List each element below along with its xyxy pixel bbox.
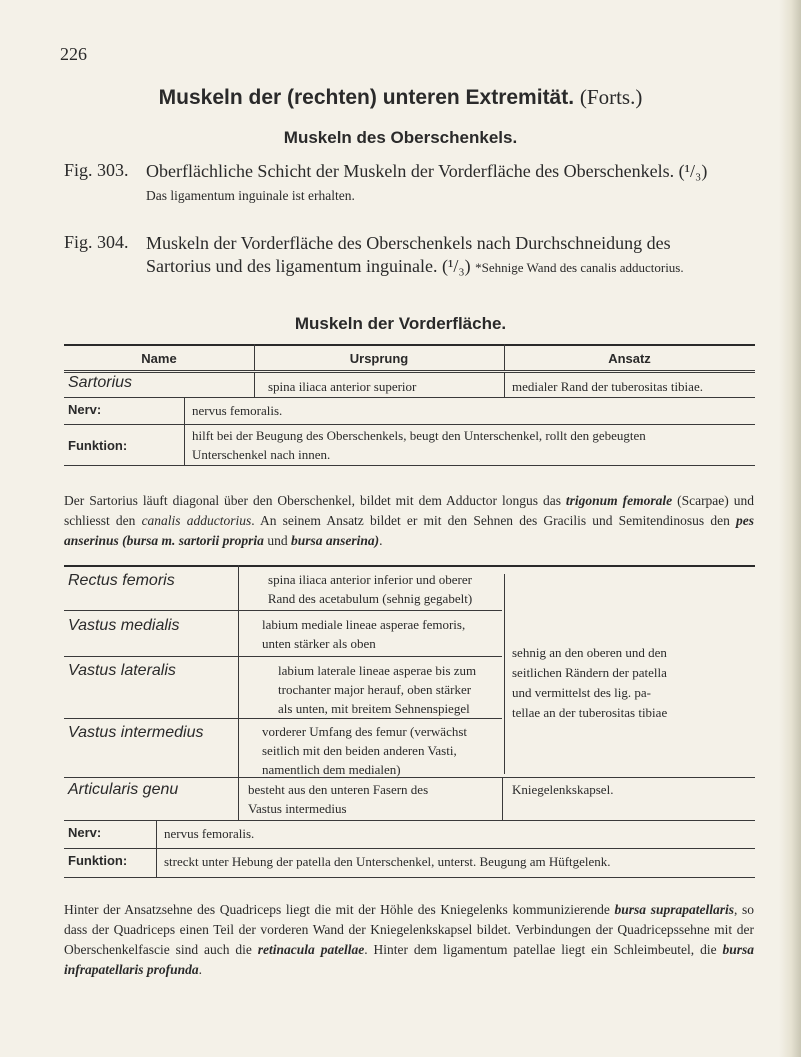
fig-304-note: *Sehnige Wand des canalis adductorius. (475, 260, 684, 275)
insertion-brace (504, 574, 510, 774)
term-pes-anserinus: pes anserinus (bursa m. sartorii propria (64, 513, 754, 548)
table2-divider (238, 777, 239, 820)
term-retinacula-patellae: retinacula patellae (257, 942, 365, 957)
table1-funktion-value (192, 426, 646, 464)
table2-row-rule (64, 718, 502, 719)
subsection-title: Muskeln der Vorderfläche. (294, 314, 507, 333)
table2-row-rule (64, 610, 502, 611)
fig-304-scale: (¹/₃) (441, 256, 471, 276)
fig-304-title-line2: Sartorius und des ligamentum inguinale. (146, 256, 438, 276)
term-bursa-infrapatellaris-profunda: bursa infrapatellaris profunda (64, 942, 754, 977)
table2-divider (502, 777, 503, 820)
sartorius-insertion: medialer Rand der tuberositas tibiae. (512, 379, 703, 394)
table1-header-name: Name (141, 351, 177, 366)
table1-top-rule (64, 344, 755, 346)
table1-nerv-value: nervus femoralis. (192, 403, 283, 418)
main-title (0, 85, 801, 110)
table2-divider (238, 565, 239, 777)
table2-row-rule (64, 820, 755, 821)
vastus-lateralis-origin: labium laterale lineae asperae bis zum trochanter major herauf, oben stärker als unten, mit breitem Sehnenspiegel (278, 663, 477, 716)
term-trigonum-femorale: trigonum femorale (565, 493, 673, 508)
table2-top-rule (64, 565, 755, 567)
fig-303-caption (146, 160, 786, 207)
table1-divider (254, 373, 255, 398)
table2-nerv-label: Nerv: (68, 825, 102, 840)
sartorius-description: Der Sartorius läuft diagonal über den Oberschenkel, bildet mit dem Adductor longus das trigonum femorale (Scarpae) und schliesst den canalis adductorius. An seinem Ansatz bildet er mit den Sehnen des Gracilis und Semitendinosus den pes anserinus (bursa m. sartorii propria und bursa anserina). (64, 493, 754, 548)
fig-303-title: Oberflächliche Schicht der Muskeln der Vorderfläche des Oberschenkels. (146, 161, 675, 181)
table2-row-rule (64, 656, 502, 657)
fig-304-title-line1: Muskeln der Vorderfläche des Oberschenkels nach Durchschneidung des (146, 233, 671, 253)
table2-row-rule (64, 777, 755, 778)
rectus-femoris-origin: spina iliaca anterior inferior und oberer Rand des acetabulum (sehnig gegabelt) (267, 572, 473, 606)
muscle-name-vastus-lateralis: Vastus lateralis (68, 662, 176, 679)
muscle-name-articularis-genu: Articularis genu (68, 781, 179, 798)
muscle-name-sartorius: Sartorius (68, 374, 133, 391)
fig-304-label: Fig. 304. (64, 232, 129, 252)
muscle-name-vastus-medialis: Vastus medialis (68, 617, 180, 634)
table2-nerv-value: nervus femoralis. (164, 826, 255, 841)
table2-funktion-label: Funktion: (68, 853, 128, 868)
vastus-intermedius-origin: vorderer Umfang des femur (verwächst seitlich mit den beiden anderen Vasti, namentlich dem medialen) (262, 724, 468, 777)
quadriceps-description: Hinter der Ansatzsehne des Quadriceps liegt die mit der Höhle des Kniegelenks kommunizierende bursa suprapatellaris, so dass der Quadriceps einen Teil der vorderen Wand der Kniegelenkskapsel bildet. Verbindungen der Quadricepssehne mit der Oberschenkelfascie sind auch die retinacula patellae. Hinter dem ligamentum patellae liegt ein Schleimbeutel, die bursa infrapatellaris profunda. (64, 902, 754, 977)
table1-bottom-rule (64, 465, 755, 466)
table1-funktion-line2: Unterschenkel nach innen. (192, 447, 331, 462)
term-bursa-suprapatellaris: bursa suprapatellaris (614, 902, 734, 917)
table2-row-rule (64, 848, 755, 849)
table1-row-rule (64, 424, 755, 425)
term-bursa-anserina: bursa anserina) (290, 533, 380, 548)
articularis-genu-insertion: Kniegelenkskapsel. (512, 782, 614, 797)
table1-header-ursprung: Ursprung (349, 351, 409, 366)
table2-divider (156, 820, 157, 878)
page-edge-shadow (779, 0, 801, 1057)
muscle-name-vastus-intermedius: Vastus intermedius (68, 724, 204, 741)
fig-303-subtitle: Das ligamentum inguinale ist erhalten. (146, 188, 355, 203)
muscle-name-rectus-femoris: Rectus femoris (68, 572, 175, 589)
table1-row-rule (64, 397, 755, 398)
table1-funktion-label: Funktion: (68, 438, 128, 453)
table2-bottom-rule (64, 877, 755, 878)
table1-divider (184, 397, 185, 465)
table1-funktion-line1: hilft bei der Beugung des Oberschenkels, beugt den Unterschenkel, rollt den gebeugten (192, 428, 646, 443)
main-title-suffix: (Forts.) (579, 85, 643, 109)
table2-funktion-value: streckt unter Hebung der patella den Unterschenkel, unterst. Beugung am Hüftgelenk. (164, 854, 611, 869)
table1-divider (504, 373, 505, 398)
fig-304-caption (146, 232, 791, 279)
table1-header-ansatz: Ansatz (608, 351, 651, 366)
table1-divider (504, 344, 505, 371)
page-number: 226 (60, 44, 87, 64)
quadriceps-insertion: sehnig an den oberen und den seitlichen Rändern der patella und vermittelst des lig. pa- tellae an der tuberositas tibiae (512, 645, 668, 720)
articularis-genu-origin: besteht aus den unteren Fasern des Vastus intermedius (248, 782, 429, 816)
sartorius-origin: spina iliaca anterior superior (268, 379, 417, 394)
table1-header-rule (64, 370, 755, 373)
table1-nerv-label: Nerv: (68, 402, 102, 417)
term-canalis-adductorius: canalis adductorius (141, 513, 252, 528)
table1-divider (254, 344, 255, 371)
fig-303-scale: (¹/₃) (678, 161, 708, 181)
vastus-medialis-origin: labium mediale lineae asperae femoris, unten stärker als oben (262, 617, 466, 651)
fig-303-label: Fig. 303. (64, 160, 129, 180)
main-title-text: Muskeln der (rechten) unteren Extremität. (158, 86, 575, 109)
section-title: Muskeln des Oberschenkels. (283, 128, 518, 147)
